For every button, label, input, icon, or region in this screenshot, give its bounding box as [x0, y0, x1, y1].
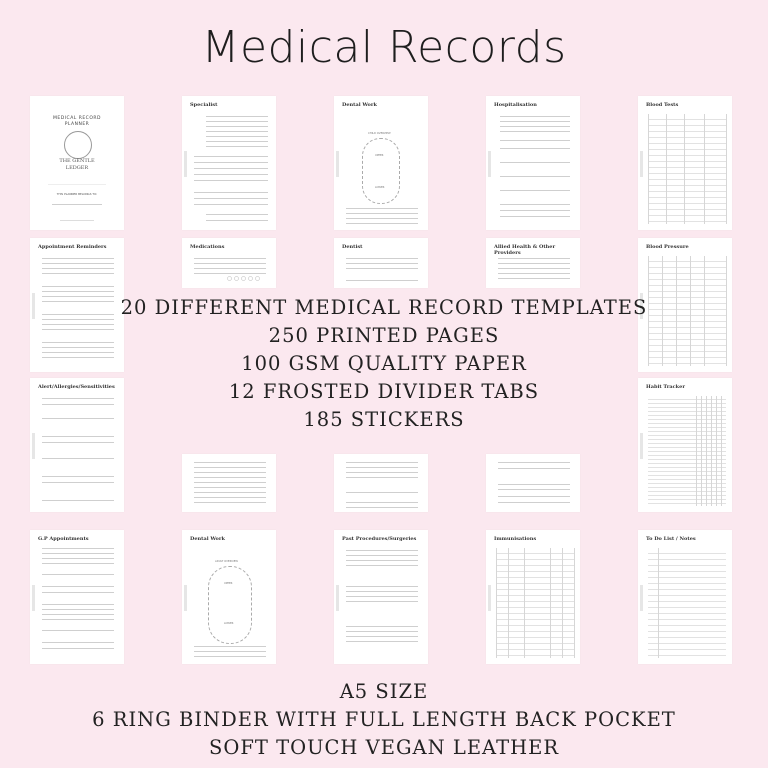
product-title: Medical Records [201, 22, 567, 73]
feature-templates: 20 DIFFERENT MEDICAL RECORD TEMPLATES [120, 296, 648, 319]
feature-tabs: 12 FROSTED DIVIDER TABS [228, 380, 540, 403]
page-gp-appointments [30, 530, 124, 664]
dental-overview-label: CHILD OVERVIEW [368, 132, 391, 135]
cover-title-line1: MEDICAL RECORD [53, 116, 101, 121]
page-heading: Dental Work [190, 536, 225, 542]
cover-title-line2: PLANNER [64, 122, 90, 127]
teeth-chart [208, 566, 252, 644]
page-heading: Appointment Reminders [38, 244, 107, 250]
feature-stickers: 185 STICKERS [303, 408, 465, 431]
page-detail-2 [334, 454, 428, 512]
cover-brand-line2: LEDGER [65, 165, 89, 171]
page-todo-notes [638, 530, 732, 664]
cover-brand-line1: THE GENTLE [59, 158, 95, 164]
upper-label: UPPER [224, 582, 233, 585]
lower-label: LOWER [224, 622, 234, 625]
footer-leather: SOFT TOUCH VEGAN LEATHER [209, 736, 559, 759]
footer-binder: 6 RING BINDER WITH FULL LENGTH BACK POCKET [92, 708, 676, 731]
features-list [0, 294, 768, 434]
upper-label: UPPER [375, 154, 384, 157]
page-heading: Dental Work [342, 102, 377, 108]
page-dental-work-adult [182, 530, 276, 664]
page-dentist [334, 238, 428, 288]
page-heading: Blood Pressure [646, 244, 689, 250]
page-blood-tests [638, 96, 732, 230]
page-immunisations [486, 530, 580, 664]
caduceus-icon [64, 131, 92, 159]
page-medications [182, 238, 276, 288]
page-dental-work-child [334, 96, 428, 230]
dental-overview-label: ADULT OVERVIEW [215, 560, 238, 563]
page-heading: Hospitalisation [494, 102, 537, 108]
page-heading: To Do List / Notes [646, 536, 696, 542]
dose-circles [226, 276, 262, 281]
page-heading: Alert/Allergies/Sensitivities [38, 384, 115, 390]
page-heading: Allied Health & Other Providers [494, 244, 556, 256]
footer-list [0, 678, 768, 762]
feature-paper: 100 GSM QUALITY PAPER [241, 352, 527, 375]
page-heading: Habit Tracker [646, 384, 685, 390]
page-heading: Dentist [342, 244, 363, 250]
page-past-procedures [334, 530, 428, 664]
page-hospitalisation [486, 96, 580, 230]
feature-pages: 250 PRINTED PAGES [268, 324, 500, 347]
lower-label: LOWER [375, 186, 385, 189]
page-heading: G.P Appointments [38, 536, 89, 542]
page-allied-health [486, 238, 580, 288]
page-heading: Immunisations [494, 536, 537, 542]
footer-size: A5 SIZE [339, 680, 429, 703]
teeth-chart [362, 138, 400, 204]
page-heading: Past Procedures/Surgeries [342, 536, 417, 542]
page-heading: Specialist [190, 102, 218, 108]
page-cover [30, 96, 124, 230]
cover-belongs: THIS PLANNER BELONGS TO: [56, 192, 98, 196]
page-detail-3 [486, 454, 580, 512]
page-heading: Medications [190, 244, 225, 250]
page-heading: Blood Tests [646, 102, 679, 108]
page-detail-1 [182, 454, 276, 512]
page-specialist [182, 96, 276, 230]
